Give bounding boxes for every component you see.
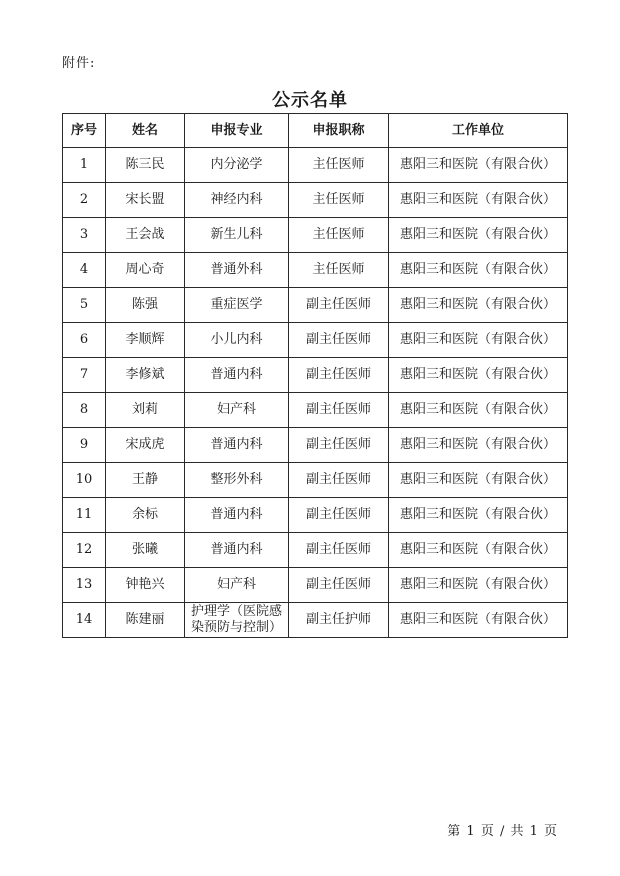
cell-no: 9	[63, 428, 106, 463]
cell-name: 王静	[106, 463, 185, 498]
cell-major: 整形外科	[185, 463, 289, 498]
cell-title: 副主任护师	[289, 603, 389, 638]
table-row	[63, 358, 568, 393]
cell-major: 护理学（医院感染预防与控制）	[185, 603, 289, 638]
cell-unit: 惠阳三和医院（有限合伙）	[389, 498, 568, 533]
cell-title: 副主任医师	[289, 498, 389, 533]
cell-unit: 惠阳三和医院（有限合伙）	[389, 288, 568, 323]
cell-major: 重症医学	[185, 288, 289, 323]
cell-no: 7	[63, 358, 106, 393]
table-row	[63, 183, 568, 218]
cell-unit: 惠阳三和医院（有限合伙）	[389, 393, 568, 428]
cell-major: 妇产科	[185, 393, 289, 428]
table-row	[63, 323, 568, 358]
cell-title: 主任医师	[289, 183, 389, 218]
cell-unit: 惠阳三和医院（有限合伙）	[389, 183, 568, 218]
header-no: 序号	[63, 114, 106, 148]
cell-major: 内分泌学	[185, 148, 289, 183]
attachment-label: 附件:	[62, 56, 96, 71]
page-footer: 第 1 页 / 共 1 页	[447, 824, 558, 839]
cell-name: 余标	[106, 498, 185, 533]
cell-no: 12	[63, 533, 106, 568]
cell-unit: 惠阳三和医院（有限合伙）	[389, 428, 568, 463]
cell-no: 2	[63, 183, 106, 218]
table-header-row	[63, 114, 568, 148]
header-major: 申报专业	[185, 114, 289, 148]
cell-unit: 惠阳三和医院（有限合伙）	[389, 603, 568, 638]
cell-name: 宋成虎	[106, 428, 185, 463]
cell-unit: 惠阳三和医院（有限合伙）	[389, 218, 568, 253]
cell-name: 钟艳兴	[106, 568, 185, 603]
cell-unit: 惠阳三和医院（有限合伙）	[389, 463, 568, 498]
cell-no: 4	[63, 253, 106, 288]
cell-name: 宋长盟	[106, 183, 185, 218]
cell-no: 5	[63, 288, 106, 323]
cell-title: 副主任医师	[289, 288, 389, 323]
cell-no: 11	[63, 498, 106, 533]
cell-title: 副主任医师	[289, 428, 389, 463]
cell-title: 副主任医师	[289, 568, 389, 603]
cell-no: 14	[63, 603, 106, 638]
cell-unit: 惠阳三和医院（有限合伙）	[389, 148, 568, 183]
table-row	[63, 603, 568, 638]
cell-title: 副主任医师	[289, 533, 389, 568]
cell-no: 6	[63, 323, 106, 358]
cell-major: 新生儿科	[185, 218, 289, 253]
cell-major: 神经内科	[185, 183, 289, 218]
table-row	[63, 288, 568, 323]
table-row	[63, 393, 568, 428]
table-row	[63, 253, 568, 288]
cell-no: 13	[63, 568, 106, 603]
cell-name: 李修斌	[106, 358, 185, 393]
table-row	[63, 533, 568, 568]
cell-name: 张曦	[106, 533, 185, 568]
cell-major: 普通内科	[185, 358, 289, 393]
table-row	[63, 498, 568, 533]
cell-unit: 惠阳三和医院（有限合伙）	[389, 568, 568, 603]
cell-unit: 惠阳三和医院（有限合伙）	[389, 253, 568, 288]
cell-major: 普通外科	[185, 253, 289, 288]
cell-name: 陈建丽	[106, 603, 185, 638]
cell-title: 主任医师	[289, 218, 389, 253]
cell-major: 小儿内科	[185, 323, 289, 358]
cell-major: 普通内科	[185, 428, 289, 463]
roster-table	[62, 113, 568, 638]
cell-major: 普通内科	[185, 533, 289, 568]
cell-major: 普通内科	[185, 498, 289, 533]
table-row	[63, 148, 568, 183]
cell-title: 主任医师	[289, 253, 389, 288]
cell-title: 副主任医师	[289, 463, 389, 498]
page-title: 公示名单	[272, 90, 348, 111]
header-name: 姓名	[106, 114, 185, 148]
header-title: 申报职称	[289, 114, 389, 148]
cell-name: 周心奇	[106, 253, 185, 288]
cell-no: 1	[63, 148, 106, 183]
cell-no: 3	[63, 218, 106, 253]
table-row	[63, 428, 568, 463]
table-row	[63, 568, 568, 603]
cell-major: 妇产科	[185, 568, 289, 603]
header-unit: 工作单位	[389, 114, 568, 148]
cell-no: 10	[63, 463, 106, 498]
cell-unit: 惠阳三和医院（有限合伙）	[389, 323, 568, 358]
cell-no: 8	[63, 393, 106, 428]
cell-name: 陈强	[106, 288, 185, 323]
cell-title: 副主任医师	[289, 393, 389, 428]
table-row	[63, 218, 568, 253]
cell-title: 主任医师	[289, 148, 389, 183]
cell-unit: 惠阳三和医院（有限合伙）	[389, 358, 568, 393]
cell-title: 副主任医师	[289, 358, 389, 393]
cell-name: 陈三民	[106, 148, 185, 183]
cell-name: 李顺辉	[106, 323, 185, 358]
cell-unit: 惠阳三和医院（有限合伙）	[389, 533, 568, 568]
table-row	[63, 463, 568, 498]
cell-title: 副主任医师	[289, 323, 389, 358]
cell-name: 刘莉	[106, 393, 185, 428]
cell-name: 王会战	[106, 218, 185, 253]
